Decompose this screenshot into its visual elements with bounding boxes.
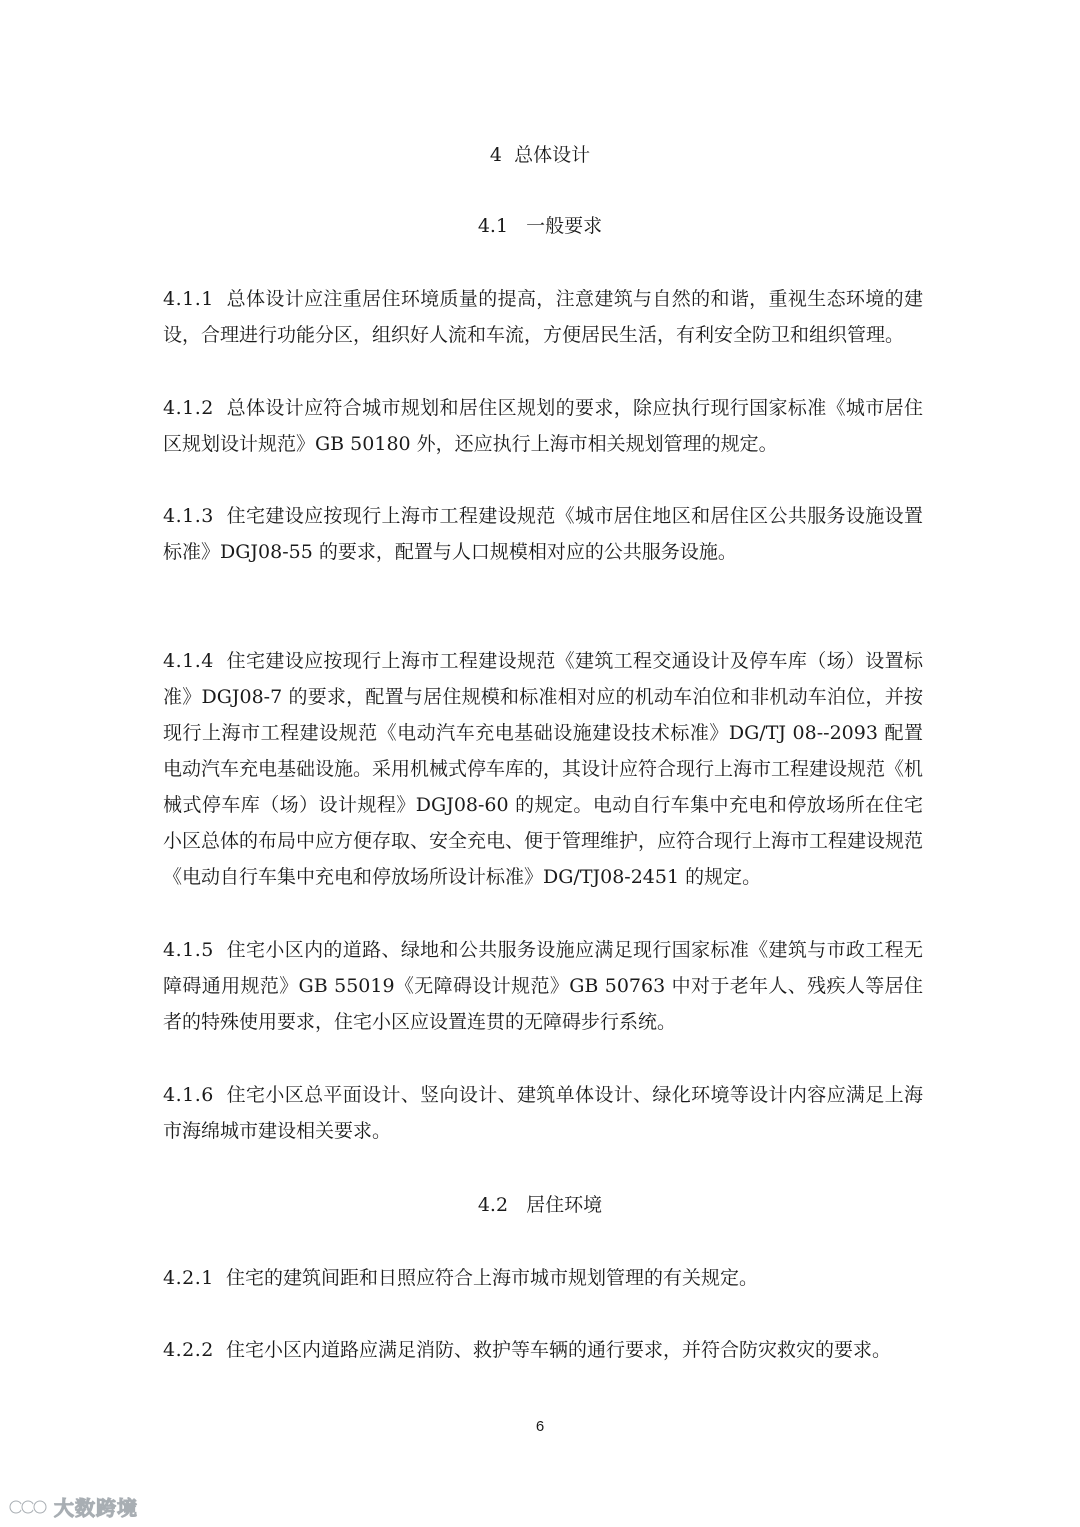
clause-text: 住宅建设应按现行上海市工程建设规范《建筑工程交通设计及停车库（场）设置标准》DGJ08-7 的要求，配置与居住规模和标准相对应的机动车泊位和非机动车泊位，并按现行上海市工程建设规范《电动汽车充电基础设施建设技术标准》DG/TJ 08--2093 配置电动汽车充电基础设施。采用机械式停车库的，其设计应符合现行上海市工程建设规范《机械式停车库（场）设计规程》DGJ08-60 的规定。电动自行车集中充电和停放场所在住宅小区总体的布局中应方便存取、安全充电、便于管理维护，应符合现行上海市工程建设规范《电动自行车集中充电和停放场所设计标准》DG/TJ08-2451 的规定。 bbox=[163, 650, 924, 888]
clause-4-1-1 bbox=[163, 281, 923, 353]
section-title-4-2: 4.2 居住环境 bbox=[477, 1194, 603, 1216]
clause-4-2-1 bbox=[163, 1260, 923, 1296]
clause-4-1-3 bbox=[163, 498, 923, 570]
clause-number: 4.2.2 bbox=[163, 1339, 214, 1361]
clause-4-1-5 bbox=[163, 932, 923, 1040]
clause-number: 4.1.6 bbox=[163, 1084, 214, 1106]
page-number: 6 bbox=[535, 1418, 545, 1435]
clause-text: 住宅小区总平面设计、竖向设计、建筑单体设计、绿化环境等设计内容应满足上海市海绵城市建设相关要求。 bbox=[163, 1084, 923, 1142]
clause-number: 4.1.2 bbox=[163, 397, 214, 419]
clause-text: 总体设计应注重居住环境质量的提高，注意建筑与自然的和谐，重视生态环境的建设，合理进行功能分区，组织好人流和车流，方便居民生活，有利安全防卫和组织管理。 bbox=[163, 288, 923, 346]
clause-number: 4.1.1 bbox=[163, 288, 214, 310]
clause-text: 住宅的建筑间距和日照应符合上海市城市规划管理的有关规定。 bbox=[225, 1267, 758, 1289]
clause-text: 住宅建设应按现行上海市工程建设规范《城市居住地区和居住区公共服务设施设置标准》DGJ08-55 的要求，配置与人口规模相对应的公共服务设施。 bbox=[163, 505, 923, 563]
clause-number: 4.2.1 bbox=[163, 1267, 214, 1289]
clause-4-1-2 bbox=[163, 390, 923, 462]
watermark-text: 大数跨境 bbox=[54, 1495, 138, 1520]
clause-text: 住宅小区内的道路、绿地和公共服务设施应满足现行国家标准《建筑与市政工程无障碍通用规范》GB 55019《无障碍设计规范》GB 50763 中对于老年人、残疾人等居住者的特殊使用要求，住宅小区应设置连贯的无障碍步行系统。 bbox=[163, 939, 923, 1033]
watermark bbox=[8, 1493, 138, 1519]
chapter-title: 4 总体设计 bbox=[489, 144, 591, 166]
clause-text: 住宅小区内道路应满足消防、救护等车辆的通行要求，并符合防灾救灾的要求。 bbox=[225, 1339, 891, 1361]
clause-text: 总体设计应符合城市规划和居住区规划的要求，除应执行现行国家标准《城市居住区规划设计规范》GB 50180 外，还应执行上海市相关规划管理的规定。 bbox=[163, 397, 923, 455]
clause-4-1-4 bbox=[163, 643, 923, 895]
logo-circles-icon bbox=[8, 1494, 48, 1518]
clause-number: 4.1.5 bbox=[163, 939, 214, 961]
clause-number: 4.1.4 bbox=[163, 650, 214, 672]
clause-number: 4.1.3 bbox=[163, 505, 214, 527]
clause-4-2-2 bbox=[163, 1332, 923, 1368]
clause-4-1-6 bbox=[163, 1077, 923, 1149]
section-title-4-1: 4.1 一般要求 bbox=[477, 215, 603, 237]
